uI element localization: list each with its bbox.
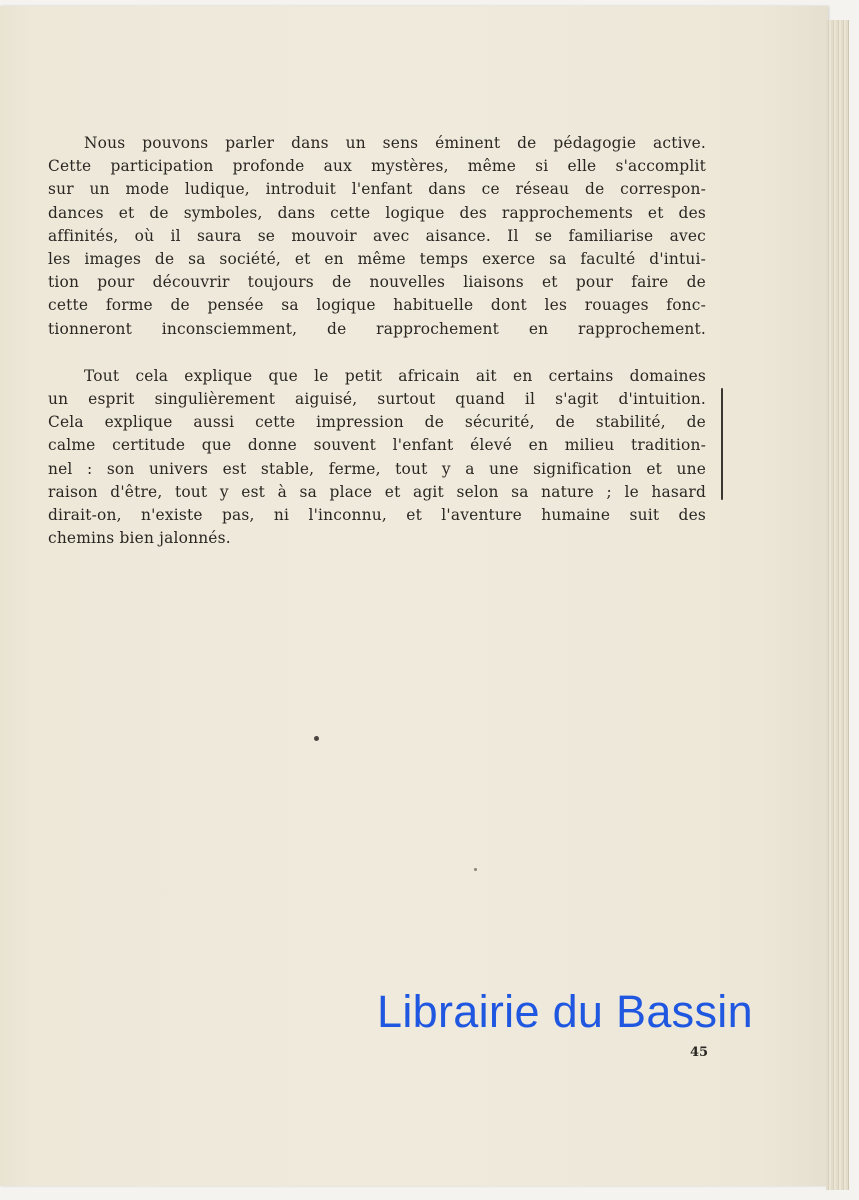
ink-speck [474, 868, 477, 871]
text-line: raison d'être, tout y est à sa place et agit selon sa nature ; le hasard [48, 482, 706, 501]
text-line: Cette participation profonde aux mystères, même si elle s'accomplit [48, 157, 706, 176]
text-line: dances et de symboles, dans cette logique des rapprochements et des [48, 203, 706, 222]
text-line: Cela explique aussi cette impression de sécurité, de stabilité, de [48, 413, 706, 432]
text-line: dirait-on, n'existe pas, ni l'inconnu, et l'aventure humaine suit des [48, 506, 706, 525]
text-line: les images de sa société, et en même temps exerce sa faculté d'intui- [48, 250, 706, 269]
text-line: nel : son univers est stable, ferme, tout y a une signification et une [48, 459, 706, 478]
paragraph-1 [48, 132, 706, 341]
text-line: chemins bien jalonnés. [48, 529, 231, 548]
bookseller-watermark: Librairie du Bassin [377, 986, 753, 1037]
text-line: Tout cela explique que le petit africain ait en certains domaines [84, 366, 706, 385]
text-line: cette forme de pensée sa logique habituelle dont les rouages fonc- [48, 296, 706, 315]
ink-speck [314, 736, 319, 741]
text-line: sur un mode ludique, introduit l'enfant dans ce réseau de correspon- [48, 180, 706, 199]
text-line: tionneront inconsciemment, de rapprochement en rapprochement. [48, 319, 706, 338]
paragraph-2 [48, 365, 706, 551]
body-text [48, 132, 706, 550]
text-line: Nous pouvons parler dans un sens éminent de pédagogie active. [84, 134, 706, 152]
text-line: un esprit singulièrement aiguisé, surtout quand il s'agit d'intuition. [48, 390, 706, 409]
page-number: 45 [690, 1045, 709, 1060]
text-line: tion pour découvrir toujours de nouvelles liaisons et pour faire de [48, 273, 706, 292]
text-line: affinités, où il saura se mouvoir avec aisance. Il se familiarise avec [48, 226, 706, 245]
page-edges-stack [826, 20, 849, 1190]
margin-pencil-mark [721, 388, 723, 500]
text-line: calme certitude que donne souvent l'enfant élevé en milieu tradition- [48, 436, 706, 455]
